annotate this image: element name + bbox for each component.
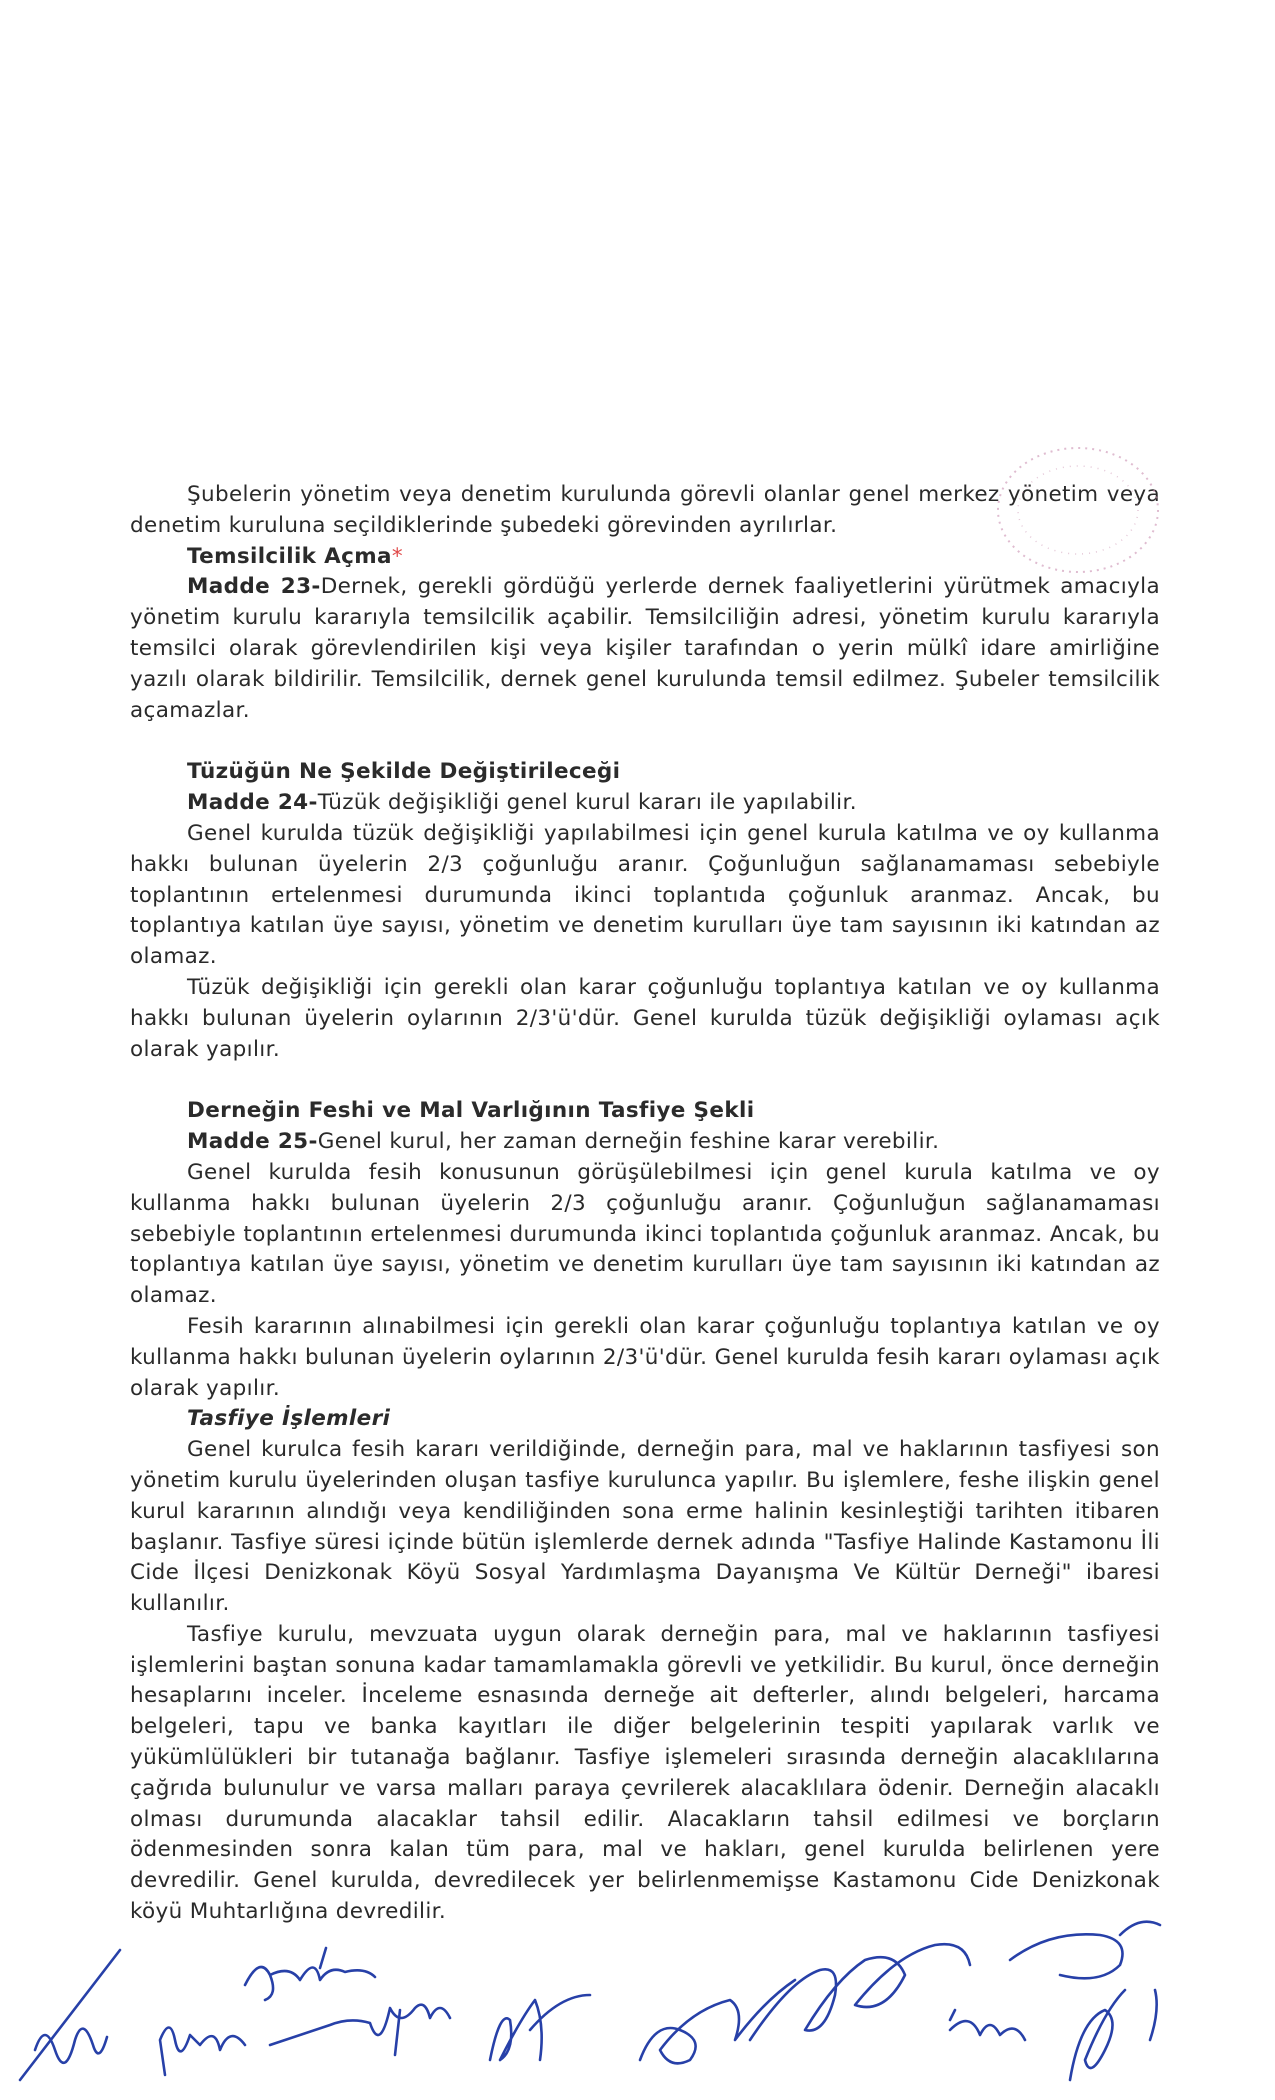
top-paragraph: Şubelerin yönetim veya denetim kurulunda görevli olanlar genel merkez yönetim veya denetim kuruluna seçildiklerinde şubedeki görevinden ayrılırlar.	[130, 482, 1160, 538]
madde-23-label: Madde 23-	[187, 574, 321, 600]
spacer	[130, 726, 1160, 757]
tasfiye-paragraph-2: Tasfiye kurulu, mevzuata uygun olarak derneğin para, mal ve haklarının tasfiyesi işlemlerini baştan sonuna kadar tamamlamakla görevli ve yetkilidir. Bu kurul, önce derneğin hesaplarını inceler. İnceleme esnasında derneğe ait defterler, alındı belgeleri, harcama belgeleri, tapu ve banka kayıtları ile diğer belgelerinin tespiti yapılarak varlık ve yükümlülükleri bir tutanağa bağlanır. Tasfiye işlemeleri sırasında derneğin alacaklılarına çağrıda bulunulur ve varsa malları paraya çevrilerek alacaklılara ödenir. Derneğin alacaklı olması durumunda alacaklar tahsil edilir. Alacakların tahsil edilmesi ve borçların ödenmesinden sonra kalan tüm para, mal ve hakları, genel kurulda belirlenen yere devredilir. Genel kurulda, devredilecek yer belirlenmemişse Kastamonu Cide Denizkonak köyü Muhtarlığına devredilir.	[130, 1621, 1160, 1925]
madde-25-label: Madde 25-	[187, 1129, 318, 1155]
signatures-area	[0, 1700, 1275, 2100]
section-24-heading: Tüzüğün Ne Şekilde Değiştirileceği	[187, 759, 621, 785]
signature-3	[160, 2028, 245, 2076]
signature-5	[490, 1995, 590, 2060]
signature-8	[950, 2010, 1025, 2040]
signature-6	[640, 1980, 795, 2063]
heading-asterisk: *	[391, 543, 403, 569]
section-24-paragraph-1: Genel kurulda tüzük değişikliği yapılabilmesi için genel kurula katılma ve oy kullanma hakkı bulunan üyelerin 2/3 çoğunluğu aranır. Çoğunluğun sağlanamaması sebebiyle toplantının ertelenmesi durumunda ikinci toplantıda çoğunluk aranmaz. Ancak, bu toplantıya katılan üye sayısı, yönetim ve denetim kurulları üye tam sayısının iki katından az olamaz.	[130, 820, 1160, 970]
section-24-paragraph-2: Tüzük değişikliği için gerekli olan karar çoğunluğu toplantıya katılan ve oy kullanma hakkı bulunan üyelerin oylarının 2/3'ü'dür. Genel kurulda tüzük değişikliği oylaması açık olarak yapılır.	[130, 974, 1160, 1062]
section-24-intro	[130, 788, 1160, 819]
madde-23-text: Dernek, gerekli gördüğü yerlerde dernek faaliyetlerini yürütmek amacıyla yönetim kurulu kararıyla temsilcilik açabilir. Temsilciliğin adresi, yönetim kurulu kararıyla temsilci olarak görevlendirilen kişi veya kişiler tarafından o yerin mülkî idare amirliğine yazılı olarak bildirilir. Temsilcilik, dernek genel kurulunda temsil edilmez. Şubeler temsilcilik açamazlar.	[130, 574, 1160, 723]
signature-9	[1070, 1990, 1157, 2080]
madde-24-text: Tüzük değişikliği genel kurul kararı ile yapılabilir.	[317, 790, 857, 816]
signature-1	[20, 1950, 120, 2080]
signature-2	[245, 1948, 375, 2000]
signature-7	[750, 1944, 970, 2040]
section-23-body	[130, 572, 1160, 726]
section-25-intro	[130, 1127, 1160, 1158]
signature-4	[270, 2005, 450, 2055]
faded-stamp	[958, 440, 1163, 580]
section-25-paragraph-2: Fesih kararının alınabilmesi için gerekli olan karar çoğunluğu toplantıya katılan ve oy kullanma hakkı bulunan üyelerin oylarının 2/3'ü'dür. Genel kurulda fesih kararı oylaması açık olarak yapılır.	[130, 1313, 1160, 1401]
madde-25-text: Genel kurul, her zaman derneğin feshine karar verebilir.	[317, 1129, 940, 1155]
tasfiye-heading: Tasfiye İşlemleri	[187, 1406, 391, 1432]
section-25-paragraph-1: Genel kurulda fesih konusunun görüşülebilmesi için genel kurula katılma ve oy kullanma hakkı bulunan üyelerin 2/3 çoğunluğu aranır. Çoğunluğun sağlanamaması sebebiyle toplantının ertelenmesi durumunda ikinci toplantıda çoğunluk aranmaz. Ancak, bu toplantıya katılan üye sayısı, yönetim ve denetim kurulları üye tam sayısının iki katından az olamaz.	[130, 1159, 1160, 1309]
section-25-heading: Derneğin Feshi ve Mal Varlığının Tasfiye Şekli	[187, 1098, 755, 1124]
madde-24-label: Madde 24-	[187, 790, 318, 816]
spacer	[130, 1065, 1160, 1096]
signature-10	[1010, 1922, 1160, 1979]
section-23-title: Temsilcilik Açma	[187, 543, 392, 569]
tasfiye-paragraph-1: Genel kurulca fesih kararı verildiğinde, derneğin para, mal ve haklarının tasfiyesi son yönetim kurulu üyelerinden oluşan tasfiye kurulunca yapılır. Bu işlemlere, feshe ilişkin genel kurul kararının alındığı veya kendiliğinden sona erme halinin kesinleştiği tarihten itibaren başlanır. Tasfiye süresi içinde bütün işlemlerde dernek adında "Tasfiye Halinde Kastamonu İli Cide İlçesi Denizkonak Köyü Sosyal Yardımlaşma Dayanışma Ve Kültür Derneği" ibaresi kullanılır.	[130, 1437, 1160, 1617]
